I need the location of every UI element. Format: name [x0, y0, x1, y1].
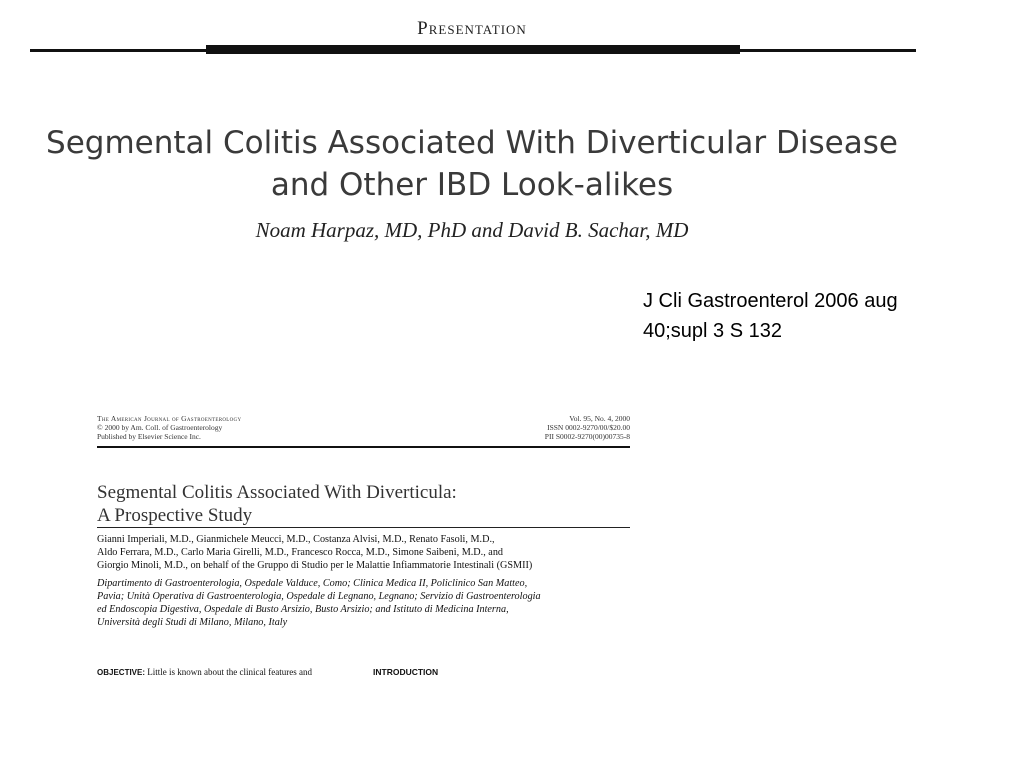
article1-title	[0, 122, 944, 206]
article2-affiliation-line: ed Endoscopia Digestiva, Ospedale di Busto Arsizio, Busto Arsizio; and Istituto di Medicina Interna,	[97, 604, 509, 615]
article2-affiliation-line: Pavia; Unità Operativa di Gastroenterologia, Ospedale di Legnano, Legnano; Servizio di Gastroenterologia	[97, 591, 541, 602]
article1-title-line: and Other IBD Look-alikes	[270, 167, 674, 203]
article1-authors: Noam Harpaz, MD, PhD and David B. Sachar, MD	[255, 218, 689, 242]
journal-issn: ISSN 0002-9270/00/$20.00	[547, 423, 630, 432]
header-title: Presentation	[417, 18, 527, 39]
journal-name: The American Journal of Gastroenterology	[97, 414, 242, 423]
article2-title-line: A Prospective Study	[97, 505, 253, 526]
article2-affiliation-line: Dipartimento di Gastroenterologia, Ospedale Valduce, Como; Clinica Medica II, Policlinico San Matteo,	[97, 578, 528, 589]
objective-text: Little is known about the clinical features and	[147, 667, 312, 677]
article2-body-start	[97, 667, 439, 677]
header-rule-thick	[206, 45, 740, 54]
objective-label: OBJECTIVE:	[97, 668, 146, 677]
article2-title-rule	[97, 527, 630, 528]
article2-affiliation-line: Università degli Studi di Milano, Milano, Italy	[97, 617, 288, 628]
article2-author-line: Giorgio Minoli, M.D., on behalf of the Gruppo di Studio per le Malattie Infiammatorie Intestinali (GSMII)	[97, 560, 533, 571]
journal-volume: Vol. 95, No. 4, 2000	[569, 414, 630, 423]
journal-publisher: Published by Elsevier Science Inc.	[97, 432, 201, 441]
journal-header-left	[97, 414, 241, 441]
introduction-label: INTRODUCTION	[373, 667, 439, 677]
journal-copyright: © 2000 by Am. Coll. of Gastroenterology	[97, 423, 223, 432]
citation-line: J Cli Gastroenterol 2006 aug	[643, 290, 898, 312]
journal-header-right	[480, 414, 630, 441]
journal-pii: PII S0002-9270(00)00735-8	[544, 432, 630, 441]
article2-author-line: Gianni Imperiali, M.D., Gianmichele Meucci, M.D., Costanza Alvisi, M.D., Renato Fasoli, M.D.,	[97, 534, 495, 545]
article2-authors	[97, 533, 637, 572]
article2-author-line: Aldo Ferrara, M.D., Carlo Maria Girelli, M.D., Francesco Rocca, M.D., Simone Saibeni, M.D., and	[97, 547, 504, 558]
article2-affiliations	[97, 577, 637, 629]
citation-note	[643, 286, 898, 346]
article2-title-line: Segmental Colitis Associated With Diverticula:	[97, 482, 457, 503]
journal-header-rule	[97, 446, 630, 448]
article1-title-line: Segmental Colitis Associated With Diverticular Disease	[46, 125, 898, 161]
article2-title	[97, 481, 457, 527]
citation-line: 40;supl 3 S 132	[643, 320, 782, 342]
